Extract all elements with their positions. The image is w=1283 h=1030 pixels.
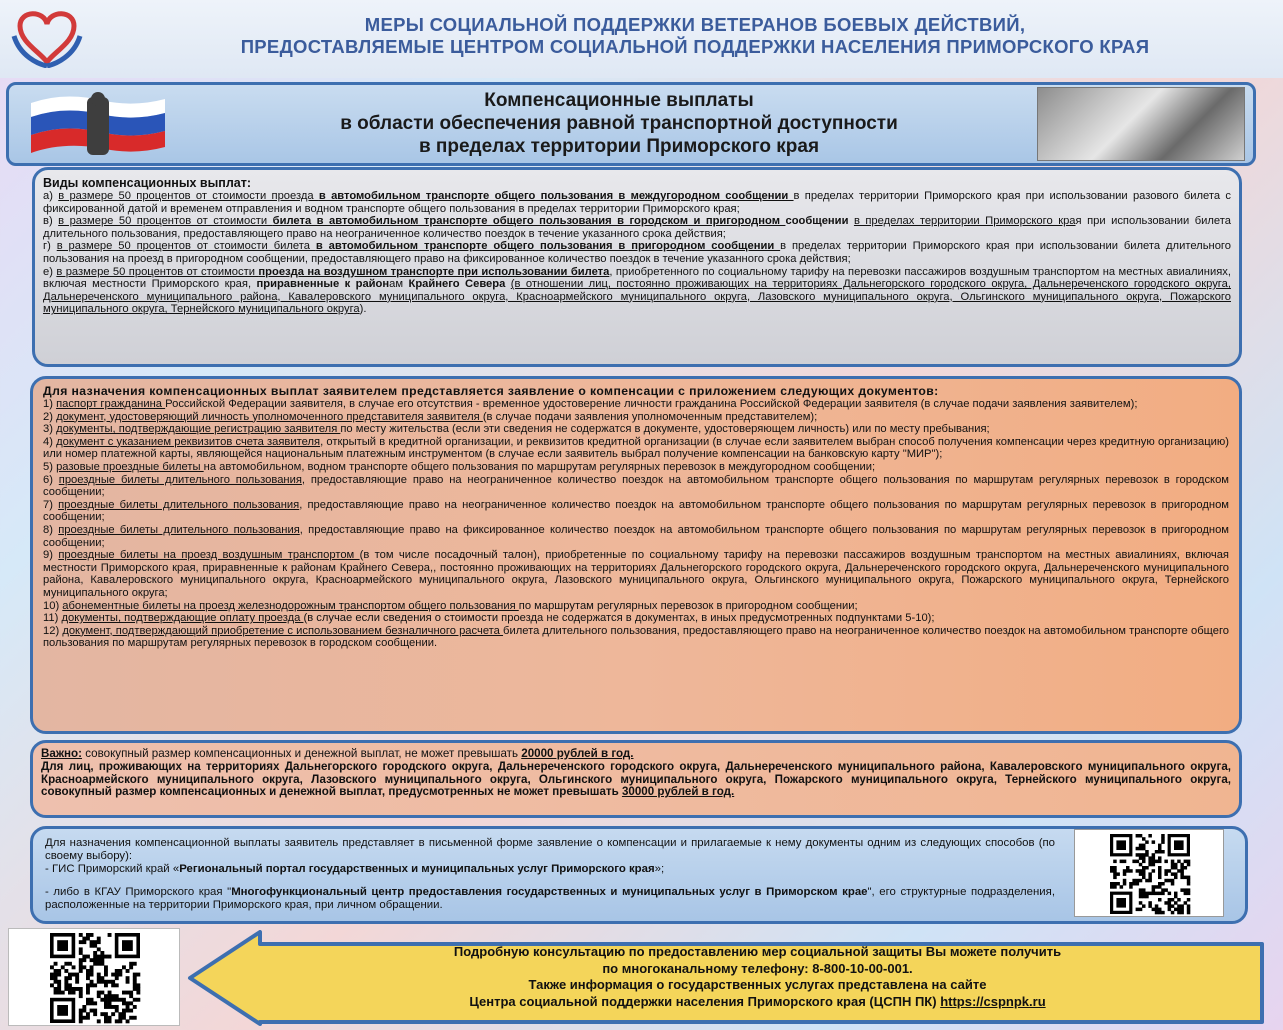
- body-text: , приобретенного по социальному тарифу на перевозки пассажиров воздушным транспортом на местных авиалиниях, включая местности Приморского края,: [43, 265, 1231, 291]
- documents-list: [43, 398, 1229, 650]
- underlined-text: в размере 50 процентов от стоимости: [56, 265, 259, 278]
- document-name: проездные билеты длительного пользования: [58, 473, 302, 486]
- document-item: [43, 549, 1229, 599]
- banner-title-line3: в пределах территории Приморского края: [418, 136, 820, 157]
- item-number: 9): [43, 549, 59, 562]
- body-text: ", его структурные подразделения, расположенные на территории Приморского края, при личном обращении.: [45, 886, 1055, 911]
- bold-underlined-text: проезда на воздушном транспорте при использовании билета: [258, 265, 610, 278]
- item-marker: в): [43, 215, 59, 228]
- qr-code-icon: [9, 929, 181, 1027]
- document-item: [43, 461, 1229, 474]
- limit-amount-1: 20000 рублей в год.: [521, 747, 634, 760]
- document-name: документы, подтверждающие регистрацию заявителя: [56, 423, 341, 436]
- bold-text: сообщении: [785, 215, 854, 228]
- item-number: 3): [43, 423, 57, 436]
- item-number: 2): [43, 410, 57, 423]
- application-method-portal: [45, 863, 1055, 876]
- document-item: [43, 499, 1229, 524]
- item-marker: г): [43, 240, 57, 253]
- body-text: »;: [654, 863, 665, 875]
- bold-text: приравненные к район: [256, 278, 390, 291]
- payment-types-heading: Виды компенсационных выплат:: [43, 176, 252, 190]
- document-name: документ, удостоверяющий личность уполномоченного представителя заявителя: [56, 410, 483, 423]
- body-text: - ГИС Приморский край «: [45, 863, 180, 875]
- document-item: [43, 600, 1229, 613]
- document-description: билета длительного пользования, предоставляющего право на неограниченное количество поездок на автомобильном транспорте общего пользования по маршрутам регулярных перевозок в городском сообщении.: [43, 624, 1230, 650]
- underlined-text: в пределах территории Приморского кра: [853, 215, 1076, 228]
- document-item: [43, 474, 1229, 499]
- flag-soldier-image: [25, 91, 175, 159]
- item-marker: е): [43, 265, 57, 278]
- item-number: 8): [43, 523, 59, 536]
- page-title: [120, 14, 1270, 58]
- document-description: Российской Федерации заявителя, в случае его отсутствия - временное удостоверение личности гражданина Российской Федерации заявителя (в случае подачи заявления заявителем);: [165, 398, 1138, 410]
- underlined-text: в размере 50 процентов от стоимости билета: [56, 240, 316, 253]
- application-methods-text: [45, 837, 1055, 912]
- banner-title: [189, 89, 1049, 158]
- document-description: на автомобильном, водном транспорте общего пользования по маршрутам регулярных перевозок в междугородном сообщении;: [203, 460, 876, 473]
- consultation-info: [305, 944, 1210, 1010]
- limit-amount-2: 30000 рублей в год.: [621, 785, 735, 799]
- qr-code-icon: [1075, 830, 1225, 918]
- document-name: проездные билеты длительного пользования: [58, 498, 300, 511]
- body-text: в пределах территории Приморского края при использовании разового билета с фиксированной датой и временем отправления и водном транспорте общего пользования в пределах территории Приморского края;: [43, 190, 1232, 215]
- qr-code-right[interactable]: [1074, 829, 1224, 917]
- item-number: 6): [43, 473, 59, 486]
- consultation-line4: [305, 994, 1210, 1011]
- item-number: 11): [43, 612, 62, 625]
- document-name: документ, подтверждающий приобретение с использованием безналичного расчета: [62, 624, 504, 637]
- important-notice-panel: [30, 740, 1242, 818]
- document-description: по месту жительства (если эти сведения не содержатся в документе, удостоверяющем личность) или по месту пребывания;: [340, 423, 990, 436]
- required-documents-panel: [30, 376, 1242, 734]
- consultation-line3: Также информация о государственных услугах представлена на сайте: [528, 977, 987, 992]
- documents-heading: Для назначения компенсационных выплат заявителем представляется заявление о компенсации с приложением следующих документов:: [43, 384, 939, 398]
- body-text: я при использовании билета длительного пользования, предоставляющего право на неограниченное количество поездок в течение указанного срока действия;: [43, 215, 1232, 240]
- northern-limit-text: Для лиц, проживающих на территориях Дальнегорского городского округа, Дальнереченского городского округа, Дальнереченского муниципального района, Кавалеровского муниципального округа, Красноармейского муниципального округа, Лазовского муниципального округа, Ольгинского муниципального округа, Пожарского муниципального округа, Тернейского муниципального округа, совокупный размер компенсационных и денежной выплат, предусмотренных не может превышать: [41, 759, 1231, 799]
- bold-underlined-text: в автомобильном транспорте общего пользования в междугородном сообщении: [318, 190, 794, 202]
- payment-types-panel: [32, 167, 1242, 367]
- page-title-line2: ПРЕДОСТАВЛЯЕМЫЕ ЦЕНТРОМ СОЦИАЛЬНОЙ ПОДДЕРЖКИ НАСЕЛЕНИЯ ПРИМОРСКОГО КРАЯ: [240, 36, 1150, 57]
- application-methods-panel: [30, 826, 1248, 924]
- document-description: по маршрутам регулярных перевозок в пригородном сообщении;: [518, 599, 858, 612]
- payment-type-g: [43, 240, 1231, 265]
- body-text: в пределах территории Приморского края при использовании билета длительного пользования на проезд в пригородном сообщении, предоставляющего право на фиксированное количество поездок в течение указанного срока действия;: [43, 240, 1231, 265]
- underlined-text: (в отношении лиц, постоянно проживающих на территориях Дальнегорского городского округа, Дальнереченского городского округа, Дальнереченского муниципального района, Кавалеровского муниципального округа, Красноармейского муниципального округа, Лазовского муниципального округа, Ольгинского муниципального округа, Пожарского муниципального округа, Тернейского муниципального округа: [43, 278, 1231, 316]
- underlined-text: в размере 50 процентов от стоимости: [58, 215, 273, 228]
- page-header: [0, 0, 1283, 78]
- application-intro: Для назначения компенсационной выплаты заявитель представляет в письменной форме заявление о компенсации и прилагаемые к нему документы одним из следующих способов (по своему выбору):: [45, 837, 1055, 862]
- document-item: [43, 398, 1229, 411]
- item-number: 5): [43, 460, 57, 473]
- application-method-mfc: [45, 886, 1055, 912]
- document-description: (в том числе посадочный талон), приобретенные по социальному тарифу на перевозки пассажиров воздушным транспортом на местных авиалиниях, включая местности Приморского края, приравненные к районам Крайнего Севера,, постоянно проживающих на территориях Дальнегорского городского округа, Дальнереченского городского округа, Дальнереченского муниципального района, Кавалеровского муниципального округа, Красноармейского муниципального округа, Лазовского муниципального округа, Ольгинского муниципального округа, Пожарского муниципального округа, Тернейского муниципального округа;: [43, 549, 1229, 599]
- qr-code-left[interactable]: [8, 928, 180, 1026]
- document-item: [43, 625, 1229, 650]
- document-name: абонементные билеты на проезд железнодорожным транспортом общего пользования: [62, 599, 519, 612]
- body-text: ам: [389, 278, 409, 291]
- payment-type-v: [43, 215, 1231, 240]
- document-name: проездные билеты на проезд воздушным транспортом: [58, 549, 360, 562]
- document-description: , предоставляющие право на неограниченное количество поездок на автомобильном транспорте общего пользования по маршрутам регулярных перевозок в пригородном сообщении;: [43, 498, 1229, 524]
- bold-underlined-text: в автомобильном транспорте общего пользования в пригородном сообщении: [315, 240, 781, 253]
- item-number: 1): [43, 398, 57, 410]
- document-name: паспорт гражданина: [56, 398, 166, 410]
- section-banner: [6, 82, 1256, 166]
- item-number: 4): [43, 435, 57, 448]
- heart-hands-logo-icon: [10, 6, 84, 68]
- document-name: проездные билеты длительного пользования: [58, 523, 300, 536]
- payment-type-a: [43, 190, 1231, 215]
- item-number: 7): [43, 498, 59, 511]
- center-name: Центра социальной поддержки населения Приморского края (ЦСПН ПК): [469, 993, 941, 1009]
- body-text: ).: [359, 303, 367, 316]
- document-description: , предоставляющие право на неограниченное количество поездок на автомобильном транспорте общего пользования по маршрутам регулярных перевозок в городском сообщении;: [43, 473, 1229, 499]
- consultation-phone: по многоканальному телефону: 8-800-10-00-001.: [602, 960, 913, 976]
- bold-text: Крайнего Севера: [408, 278, 511, 291]
- document-description: , открытый в кредитной организации, и реквизитов кредитной организации (в случае если заявителем выбран способ получения компенсации через кредитную организацию) или номер платежной карты, являющейся национальным платежным инструментом (в случае если заявитель выбрал получение компенсации на банковскую карту "МИР");: [43, 435, 1229, 461]
- website-link[interactable]: https://cspnpk.ru: [940, 993, 1046, 1009]
- document-description: (в случае подачи заявления уполномоченным представителем);: [482, 410, 818, 423]
- document-description: (в случае если сведения о стоимости проезда не содержатся в документах, в иных предусмотренных подпунктами 5-10);: [303, 612, 935, 625]
- important-label: Важно:: [41, 747, 82, 760]
- veteran-id-card-image: [1037, 87, 1245, 161]
- portal-name: Региональный портал государственных и муниципальных услуг Приморского края: [179, 863, 655, 875]
- document-name: документ с указанием реквизитов счета заявителя: [56, 435, 321, 448]
- important-text-northern: [41, 761, 1231, 799]
- body-text: - либо в КГАУ Приморского края ": [45, 886, 232, 898]
- underlined-text: в размере 50 процентов от стоимости проезда: [58, 190, 319, 202]
- item-number: 12): [43, 624, 63, 637]
- document-name: разовые проездные билеты: [56, 460, 204, 473]
- page-title-line1: МЕРЫ СОЦИАЛЬНОЙ ПОДДЕРЖКИ ВЕТЕРАНОВ БОЕВЫХ ДЕЙСТВИЙ,: [364, 14, 1026, 35]
- document-item: [43, 524, 1229, 549]
- item-number: 10): [43, 599, 63, 612]
- document-item: [43, 436, 1229, 461]
- document-item: [43, 423, 1229, 436]
- banner-title-line2: в области обеспечения равной транспортной доступности: [340, 113, 898, 134]
- document-item: [43, 612, 1229, 625]
- document-item: [43, 411, 1229, 424]
- document-description: , предоставляющие право на фиксированное количество поездок на автомобильном транспорте общего пользования по маршрутам регулярных перевозок в пригородном сообщении;: [43, 523, 1229, 549]
- consultation-line1: Подробную консультацию по предоставлению мер социальной защиты Вы можете получить: [453, 944, 1062, 959]
- payment-type-e: [43, 266, 1231, 316]
- mfc-name: Многофункциональный центр предоставления государственных и муниципальных услуг в Приморском крае: [231, 886, 868, 898]
- important-limit-text: совокупный размер компенсационных и денежной выплат, не может превышать: [82, 747, 522, 760]
- bold-underlined-text: билета в автомобильном транспорте общего пользования в городском и пригородном: [272, 215, 786, 228]
- banner-title-line1: Компенсационные выплаты: [484, 90, 754, 111]
- document-name: документы, подтверждающие оплату проезда: [61, 612, 304, 625]
- item-marker: а): [43, 190, 59, 202]
